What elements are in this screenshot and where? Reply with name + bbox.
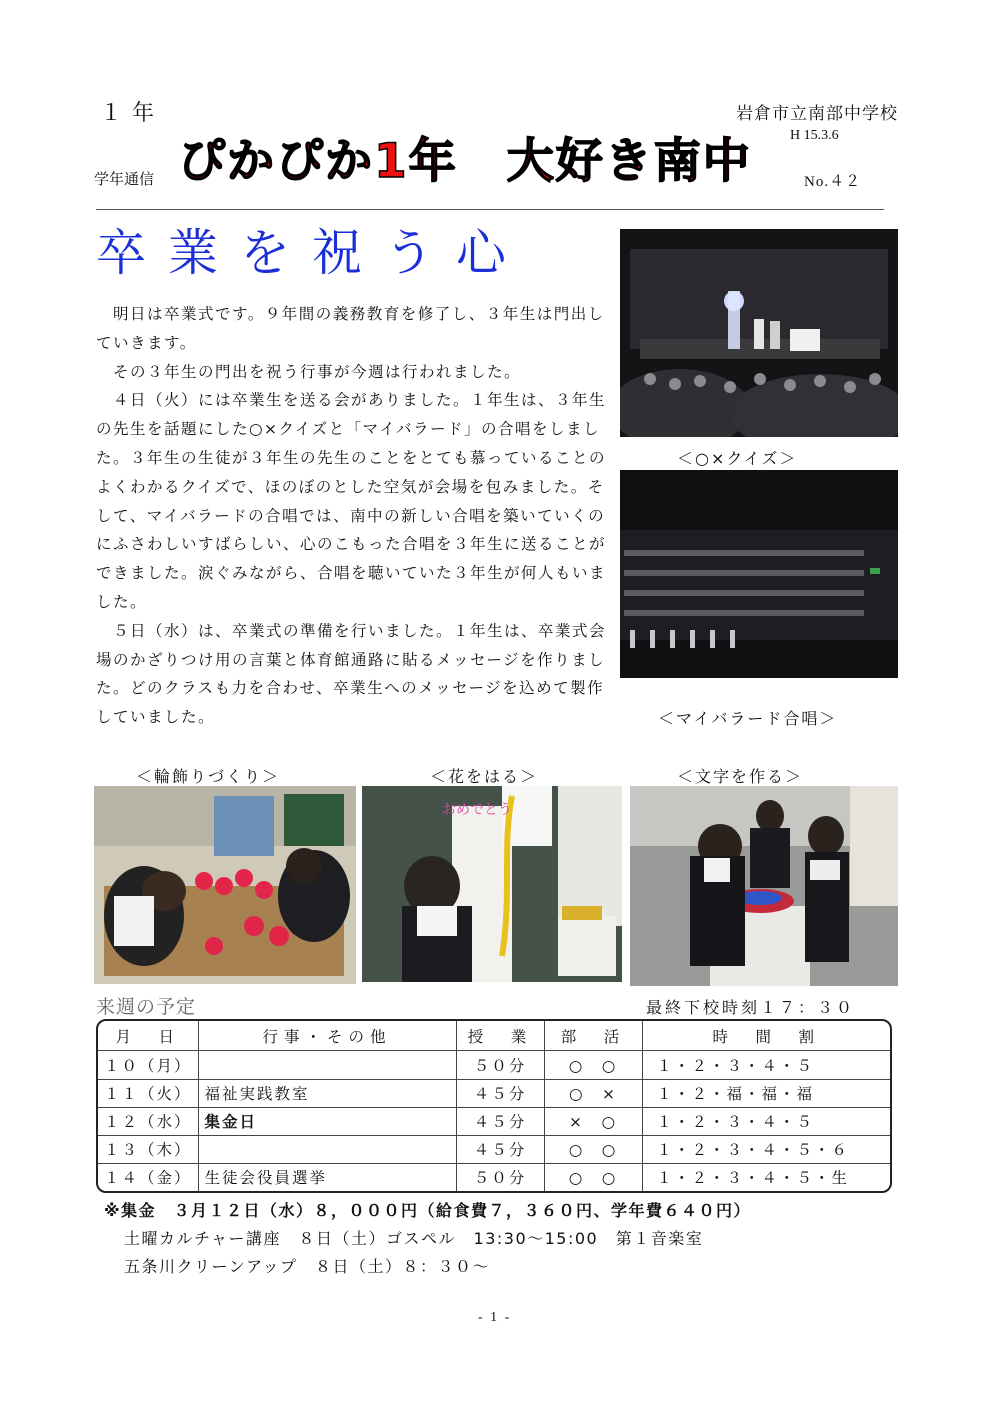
table-row [98, 1135, 890, 1163]
row-timetable: １・２・３・４・５・６ [642, 1135, 890, 1163]
issue-number: No.４２ [804, 174, 862, 190]
letters-caption: ＜文字を作る＞ [677, 767, 804, 786]
row-class: ５０分 [456, 1163, 544, 1191]
row-class: ４５分 [456, 1135, 544, 1163]
row-event [198, 1135, 456, 1163]
paragraph: ４日（火）には卒業生を送る会がありました。１年生は、３年生の先生を話題にした○×クイズと「マイバラード」の合唱をしました。３年生の生徒が３年生の先生のことをとても慕っていることのよくわかるクイズで、ほのぼのとした空気が会場を包みました。そして、マイバラードの合唱では、南中の新しい合唱を築いていくのにふさわしいすばらしい、心のこもった合唱を３年生に送ることができました。涙ぐみながら、合唱を聴いていた３年生が何人もいました。 [96, 391, 607, 611]
row-event [198, 1051, 456, 1079]
row-class: ４５分 [456, 1079, 544, 1107]
ring-caption: ＜輪飾りづくり＞ [136, 767, 281, 786]
col-header-event: 行事・その他 [198, 1021, 456, 1051]
flower-caption: ＜花をはる＞ [430, 767, 539, 786]
row-club: ○ × [544, 1079, 642, 1107]
row-class: ５０分 [456, 1051, 544, 1079]
ring-photo [94, 786, 356, 984]
flower-photo [362, 786, 622, 982]
row-event: 生徒会役員選挙 [198, 1163, 456, 1191]
grade-label: １年 [100, 101, 165, 126]
flower-photo-image [362, 786, 622, 982]
row-date: １２（水） [98, 1107, 198, 1135]
table-header-row [98, 1021, 890, 1051]
row-timetable: １・２・３・４・５ [642, 1051, 890, 1079]
issue-date: H 15.3.6 [790, 128, 839, 143]
col-header-club: 部 活 [544, 1021, 642, 1051]
last-bell-time: 最終下校時刻１７：３０ [646, 998, 856, 1017]
col-header-class: 授 業 [456, 1021, 544, 1051]
quiz-caption: ＜○×クイズ＞ [677, 449, 798, 468]
row-timetable: １・２・福・福・福 [642, 1079, 890, 1107]
letters-photo-image [630, 786, 898, 986]
paragraph: その３年生の門出を祝う行事が今週は行われました。 [96, 362, 522, 381]
paragraph: 明日は卒業式です。９年間の義務教育を修了し、３年生は門出していきます。 [96, 305, 605, 352]
flower-sign: おめでとう [442, 802, 512, 818]
row-date: １１（火） [98, 1079, 198, 1107]
row-event: 福祉実践教室 [198, 1079, 456, 1107]
ring-photo-image [94, 786, 356, 984]
quiz-photo [620, 229, 898, 437]
row-event: 集金日 [198, 1107, 456, 1135]
row-club: ○ ○ [544, 1051, 642, 1079]
chorus-photo [620, 470, 898, 678]
paragraph: ５日（水）は、卒業式の準備を行いました。１年生は、卒業式会場のかざりつけ用の言葉と体育館通路に貼るメッセージを作りました。どのクラスも力を合わせ、卒業生へのメッセージを込めて製作していました。 [96, 621, 607, 727]
row-date: １０（月） [98, 1051, 198, 1079]
article-body [96, 300, 616, 732]
row-club: × ○ [544, 1107, 642, 1135]
newsletter-label: 学年通信 [94, 170, 155, 188]
payment-note: ※集金 ３月１２日（水）８，０００円（給食費７，３６０円、学年費６４０円） [104, 1201, 752, 1220]
row-date: １４（金） [98, 1163, 198, 1191]
table-row [98, 1051, 890, 1079]
header-divider [96, 209, 884, 210]
row-timetable: １・２・３・４・５ [642, 1107, 890, 1135]
col-header-timetable: 時 間 割 [642, 1021, 890, 1051]
chorus-caption: ＜マイバラード合唱＞ [658, 709, 838, 728]
table-row [98, 1107, 890, 1135]
newsletter-title: ぴかぴか1年 大好き南中 [178, 134, 752, 189]
cleanup-note: 五条川クリーンアップ ８日（土）８：３０～ [124, 1257, 491, 1276]
table-row [98, 1079, 890, 1107]
row-date: １３（木） [98, 1135, 198, 1163]
col-header-date: 月 日 [98, 1021, 198, 1051]
school-name: 岩倉市立南部中学校 [736, 104, 898, 124]
schedule-table [96, 1019, 892, 1193]
page-number: - 1 - [478, 1310, 512, 1325]
article-headline: 卒業を祝う心 [96, 224, 528, 282]
row-timetable: １・２・３・４・５・生 [642, 1163, 890, 1191]
culture-note: 土曜カルチャー講座 ８日（土）ゴスペル 13:30～15:00 第１音楽室 [124, 1229, 704, 1248]
quiz-photo-image [620, 229, 898, 437]
row-club: ○ ○ [544, 1135, 642, 1163]
schedule-title: 来週の予定 [96, 996, 197, 1018]
row-class: ４５分 [456, 1107, 544, 1135]
table-row [98, 1163, 890, 1191]
letters-photo [630, 786, 898, 986]
row-club: ○ ○ [544, 1163, 642, 1191]
chorus-photo-image [620, 470, 898, 678]
